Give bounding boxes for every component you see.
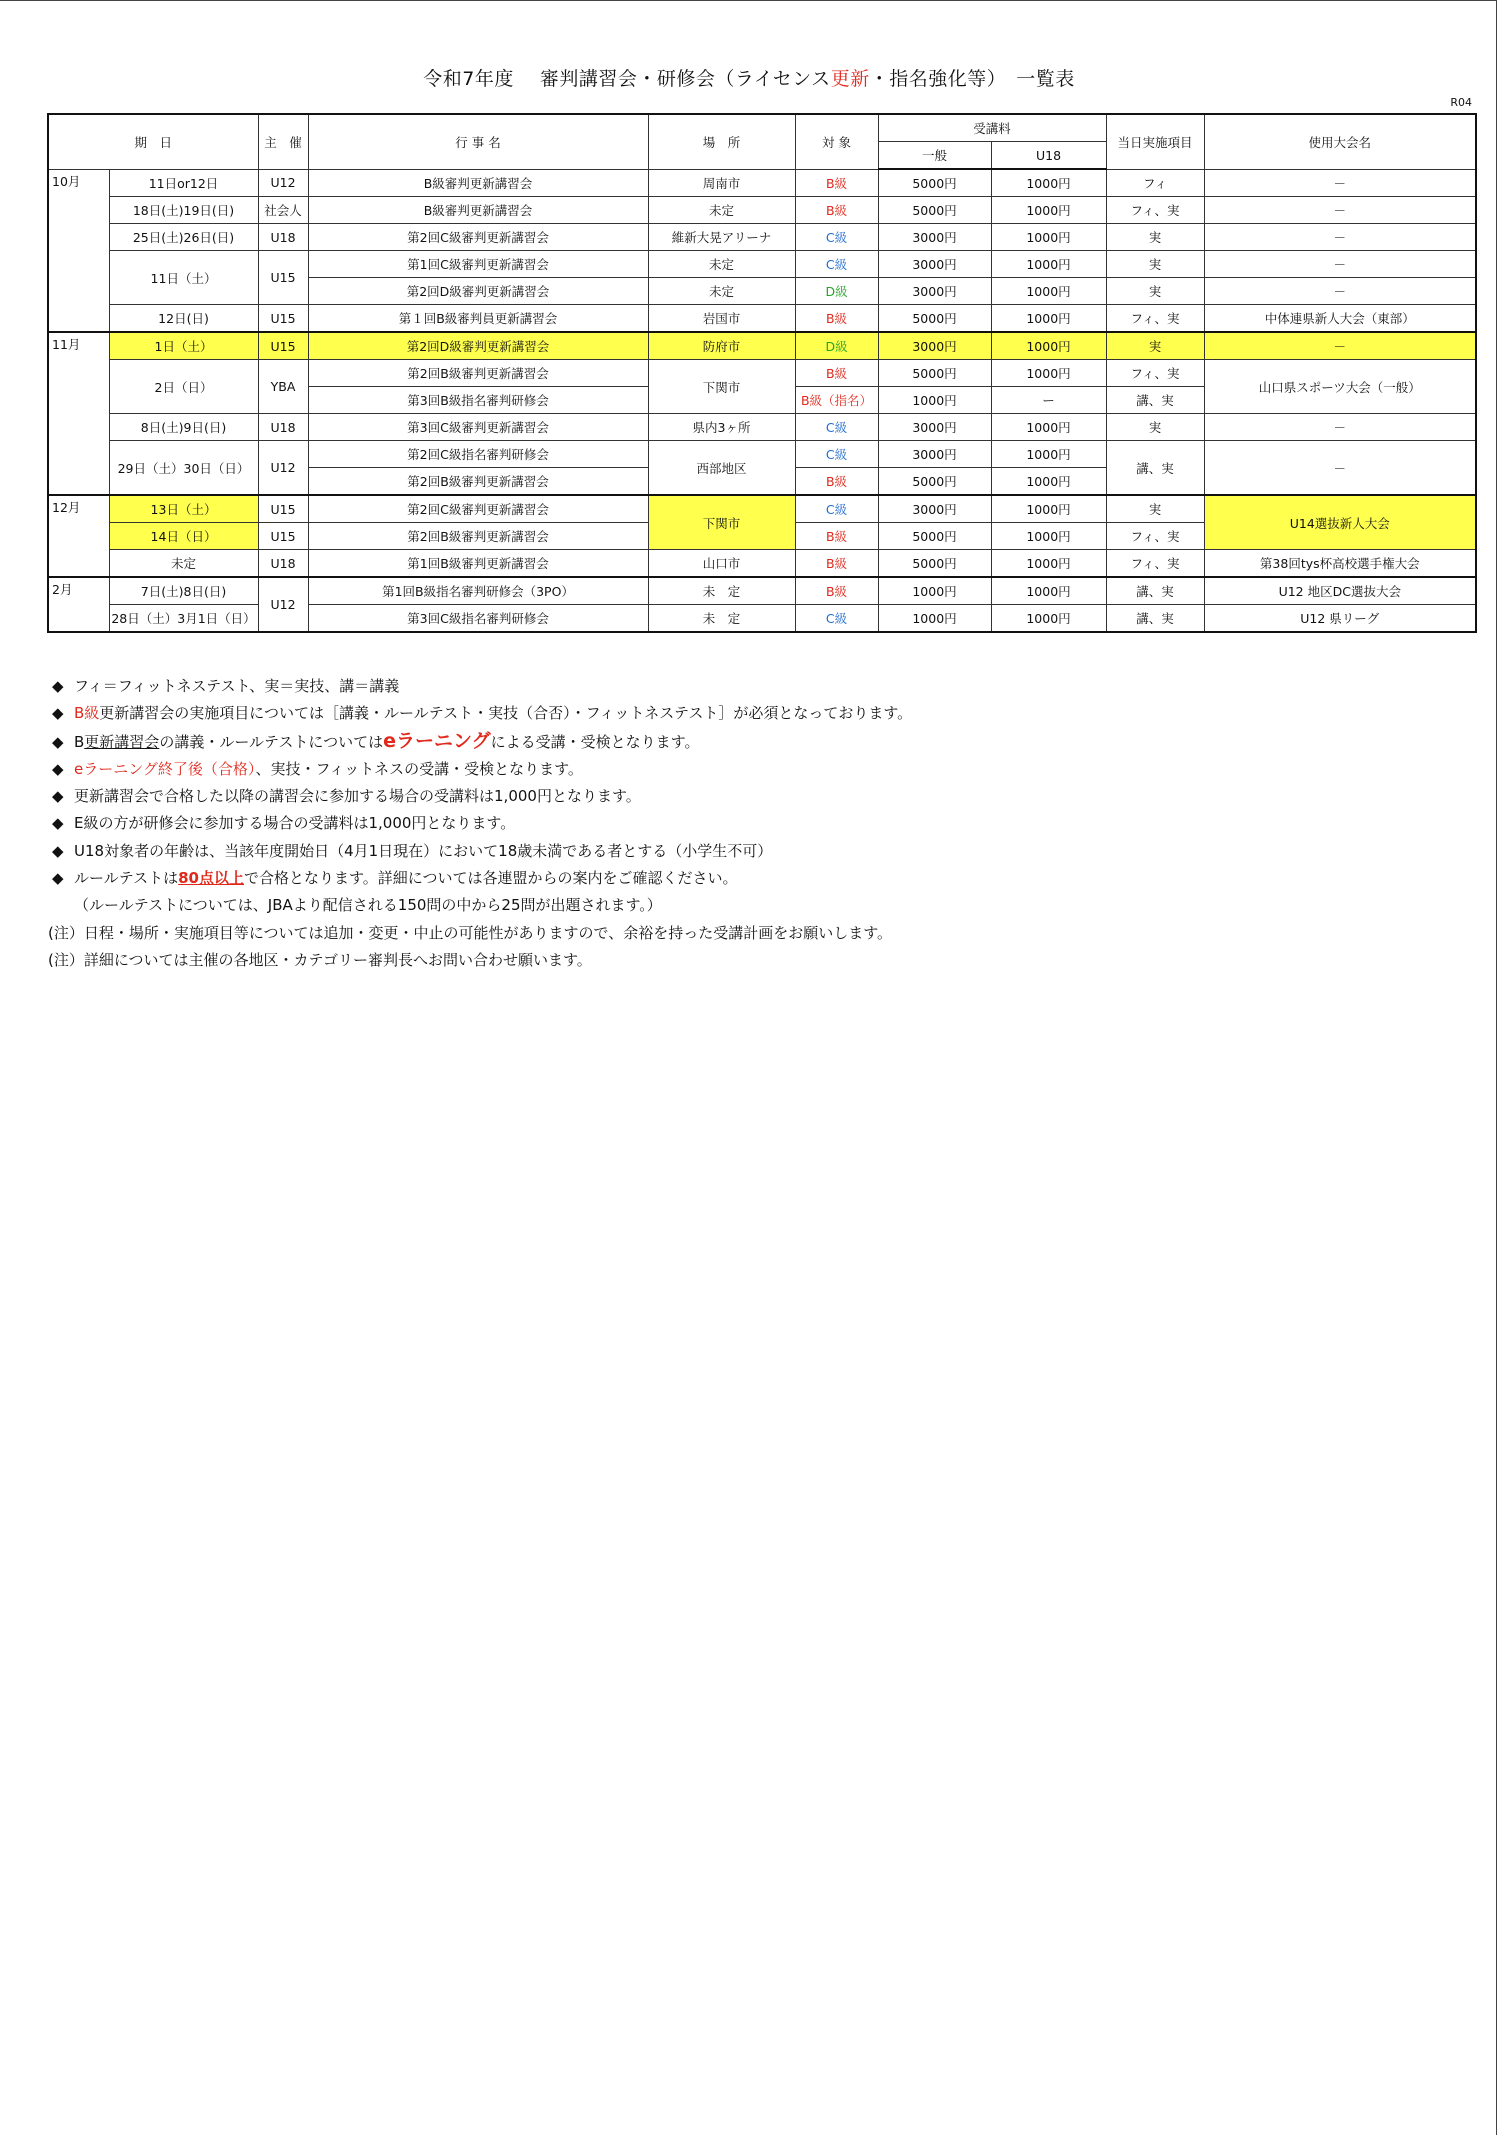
- cell-date: 11日or12日: [109, 169, 258, 197]
- note-item: [48, 810, 912, 837]
- cell-fee-general: 5000円: [878, 169, 991, 197]
- note-text: 、実技・フィットネスの受講・受検となります。: [255, 759, 583, 778]
- cell-place: 下関市: [648, 360, 795, 414]
- cell-tournament: －: [1204, 332, 1476, 360]
- month-label: 10月: [48, 169, 109, 332]
- cell-date: 25日(土)26日(日): [109, 224, 258, 251]
- cell-event: 第2回C級指名審判研修会: [308, 441, 648, 468]
- cell-date: 7日(土)8日(日): [109, 577, 258, 605]
- cell-target: C級: [795, 414, 878, 441]
- cell-host: U12: [258, 577, 308, 632]
- cell-target: C級: [795, 495, 878, 523]
- bullet-icon: ◆: [52, 759, 64, 778]
- note-text-highlight: B級: [74, 704, 100, 723]
- cell-items: 講、実: [1106, 605, 1204, 633]
- note-text: で合格となります。詳細については各連盟からの案内をご確認ください。: [243, 869, 738, 888]
- cell-target: B級: [795, 169, 878, 197]
- header-tournament: 使用大会名: [1204, 114, 1476, 169]
- cell-host: U15: [258, 495, 308, 523]
- cell-place: 西部地区: [648, 441, 795, 496]
- cell-tournament: －: [1204, 441, 1476, 496]
- cell-date: 1日（土）: [109, 332, 258, 360]
- table-row: [48, 197, 1476, 224]
- table-row: [48, 441, 1476, 468]
- cell-fee-general: 1000円: [878, 387, 991, 414]
- cell-target: B級: [795, 468, 878, 496]
- cell-date: 未定: [109, 550, 258, 578]
- cell-fee-u18: ー: [991, 387, 1106, 414]
- cell-fee-u18: 1000円: [991, 224, 1106, 251]
- note-text: B: [74, 732, 85, 751]
- bullet-icon: ◆: [52, 732, 64, 751]
- table-row: [48, 169, 1476, 197]
- bullet-icon: ◆: [52, 704, 64, 723]
- cell-event: B級審判更新講習会: [308, 197, 648, 224]
- cell-tournament: －: [1204, 224, 1476, 251]
- cell-fee-general: 5000円: [878, 468, 991, 496]
- cell-tournament: U12 地区DC選抜大会: [1204, 577, 1476, 605]
- cell-event: 第3回B級指名審判研修会: [308, 387, 648, 414]
- cell-event: 第2回C級審判更新講習会: [308, 224, 648, 251]
- bullet-icon: ◆: [52, 677, 64, 695]
- cell-target: B級（指名）: [795, 387, 878, 414]
- cell-items: フィ、実: [1106, 523, 1204, 550]
- header-fee-general: 一般: [878, 142, 991, 170]
- cell-host: U12: [258, 441, 308, 496]
- cell-event: 第3回C級指名審判研修会: [308, 605, 648, 633]
- cell-items: 実: [1106, 414, 1204, 441]
- cell-fee-u18: 1000円: [991, 577, 1106, 605]
- cell-fee-general: 3000円: [878, 224, 991, 251]
- header-event: 行 事 名: [308, 114, 648, 169]
- bullet-icon: ◆: [52, 869, 64, 888]
- note-text: 更新講習会で合格した以降の講習会に参加する場合の受講料は1,000円となります。: [74, 787, 641, 806]
- cell-event: 第3回C級審判更新講習会: [308, 414, 648, 441]
- cell-host: U18: [258, 414, 308, 441]
- bullet-icon: ◆: [52, 841, 64, 860]
- note-text-underline: 更新講習会: [84, 732, 160, 751]
- cell-host: U15: [258, 305, 308, 333]
- cell-items: 講、実: [1106, 441, 1204, 496]
- cell-fee-u18: 1000円: [991, 278, 1106, 305]
- cell-target: C級: [795, 224, 878, 251]
- cell-tournament: U14選抜新人大会: [1204, 495, 1476, 550]
- cell-tournament: 中体連県新人大会（東部）: [1204, 305, 1476, 333]
- note-text: U18対象者の年齢は、: [74, 841, 225, 860]
- cell-host: YBA: [258, 360, 308, 414]
- cell-tournament: －: [1204, 251, 1476, 278]
- note-text: (注）日程・場所・実施項目等については追加・変更・中止の可能性がありますので、余裕を持った受講計画をお願いします。: [48, 923, 893, 942]
- note-item: [48, 783, 912, 810]
- cell-host: U18: [258, 550, 308, 578]
- cell-host: U15: [258, 332, 308, 360]
- table-row: [48, 550, 1476, 578]
- cell-place: 未定: [648, 197, 795, 224]
- cell-place: 県内3ヶ所: [648, 414, 795, 441]
- note-item: [48, 865, 912, 892]
- cell-items: 実: [1106, 251, 1204, 278]
- header-host: 主 催: [258, 114, 308, 169]
- cell-fee-general: 5000円: [878, 360, 991, 387]
- table-row: [48, 251, 1476, 278]
- cell-items: 実: [1106, 224, 1204, 251]
- note-item: [48, 756, 912, 783]
- cell-target: B級: [795, 523, 878, 550]
- cell-fee-u18: 1000円: [991, 495, 1106, 523]
- cell-place: 未定: [648, 251, 795, 278]
- cell-target: C級: [795, 605, 878, 633]
- note-item: [48, 892, 912, 919]
- bullet-icon: ◆: [52, 814, 64, 833]
- header-fee-u18: U18: [991, 142, 1106, 170]
- cell-fee-u18: 1000円: [991, 360, 1106, 387]
- cell-target: C級: [795, 251, 878, 278]
- cell-host: U15: [258, 251, 308, 305]
- cell-fee-general: 5000円: [878, 305, 991, 333]
- note-text: の講義・ルールテストについては: [159, 732, 384, 751]
- cell-place: 未定: [648, 278, 795, 305]
- month-label: 11月: [48, 332, 109, 495]
- cell-target: D級: [795, 278, 878, 305]
- cell-event: 第１回B級審判員更新講習会: [308, 305, 648, 333]
- note-text: 当該年度開始日（4月1日現在）において18歳未満である者とする（小学生不可）: [224, 841, 773, 860]
- cell-date: 28日（土）3月1日（日）: [109, 605, 258, 633]
- cell-fee-general: 3000円: [878, 278, 991, 305]
- cell-fee-general: 3000円: [878, 414, 991, 441]
- cell-items: 実: [1106, 495, 1204, 523]
- cell-event: 第2回D級審判更新講習会: [308, 278, 648, 305]
- note-text-highlight: 80点以上: [178, 869, 244, 888]
- cell-date: 12日(日): [109, 305, 258, 333]
- table-row: [48, 305, 1476, 333]
- note-text: E級の方が研修会に参加する場合の受講料は1,000円となります。: [74, 814, 516, 833]
- cell-place: 未 定: [648, 577, 795, 605]
- cell-fee-general: 5000円: [878, 197, 991, 224]
- cell-tournament: －: [1204, 197, 1476, 224]
- cell-place: 防府市: [648, 332, 795, 360]
- cell-event: B級審判更新講習会: [308, 169, 648, 197]
- cell-date: 11日（土）: [109, 251, 258, 305]
- note-item: [48, 673, 912, 700]
- cell-fee-general: 3000円: [878, 441, 991, 468]
- cell-event: 第2回B級審判更新講習会: [308, 523, 648, 550]
- cell-event: 第1回C級審判更新講習会: [308, 251, 648, 278]
- header-date: 期 日: [48, 114, 258, 169]
- note-text: フィ＝フィットネステスト、実＝実技、講＝講義: [74, 677, 400, 695]
- cell-event: 第2回D級審判更新講習会: [308, 332, 648, 360]
- document-code: R04: [1450, 96, 1472, 109]
- note-text: 更新講習会の実施項目については［講義・ルールテスト・実技（合否）・フィットネステスト］が必須となっております。: [99, 704, 913, 723]
- cell-event: 第2回C級審判更新講習会: [308, 495, 648, 523]
- cell-event: 第2回B級審判更新講習会: [308, 468, 648, 496]
- note-text: による受講・受検となります。: [490, 732, 700, 751]
- cell-items: 講、実: [1106, 387, 1204, 414]
- cell-target: B級: [795, 197, 878, 224]
- cell-items: 実: [1106, 278, 1204, 305]
- table-row: [48, 414, 1476, 441]
- cell-tournament: 山口県スポーツ大会（一般）: [1204, 360, 1476, 414]
- cell-fee-u18: 1000円: [991, 523, 1106, 550]
- cell-fee-u18: 1000円: [991, 441, 1106, 468]
- cell-target: B級: [795, 360, 878, 387]
- note-item: [48, 728, 912, 756]
- cell-tournament: －: [1204, 169, 1476, 197]
- table-row: [48, 332, 1476, 360]
- cell-target: D級: [795, 332, 878, 360]
- page-title: [0, 64, 1498, 91]
- cell-date: 14日（日）: [109, 523, 258, 550]
- cell-fee-general: 5000円: [878, 523, 991, 550]
- cell-place: 山口市: [648, 550, 795, 578]
- schedule-table: [47, 113, 1477, 633]
- cell-tournament: U12 県リーグ: [1204, 605, 1476, 633]
- cell-fee-general: 1000円: [878, 605, 991, 633]
- cell-fee-u18: 1000円: [991, 332, 1106, 360]
- cell-host: U15: [258, 523, 308, 550]
- note-text-highlight: eラーニング: [383, 729, 491, 752]
- cell-tournament: －: [1204, 278, 1476, 305]
- month-label: 12月: [48, 495, 109, 577]
- cell-items: フィ、実: [1106, 197, 1204, 224]
- title-text-highlight: 更新: [830, 68, 870, 90]
- cell-items: フィ、実: [1106, 305, 1204, 333]
- cell-date: 18日(土)19日(日): [109, 197, 258, 224]
- cell-place: 未 定: [648, 605, 795, 633]
- cell-fee-general: 3000円: [878, 495, 991, 523]
- note-text-highlight: eラーニング終了後（合格）: [74, 759, 256, 778]
- notes-section: [48, 673, 912, 974]
- note-text: (注）詳細については主催の各地区・カテゴリー審判長へお問い合わせ願います。: [48, 950, 592, 969]
- cell-fee-u18: 1000円: [991, 305, 1106, 333]
- cell-date: 8日(土)9日(日): [109, 414, 258, 441]
- cell-fee-u18: 1000円: [991, 197, 1106, 224]
- header-fee: 受講料: [878, 114, 1106, 142]
- title-text-1: 令和7年度 審判講習会・研修会（ライセンス: [423, 68, 831, 90]
- cell-target: C級: [795, 441, 878, 468]
- table-row: [48, 495, 1476, 523]
- cell-items: フィ、実: [1106, 360, 1204, 387]
- cell-fee-general: 3000円: [878, 251, 991, 278]
- cell-fee-general: 5000円: [878, 550, 991, 578]
- cell-items: フィ: [1106, 169, 1204, 197]
- cell-target: B級: [795, 550, 878, 578]
- cell-date: 13日（土）: [109, 495, 258, 523]
- cell-target: B級: [795, 577, 878, 605]
- cell-host: U18: [258, 224, 308, 251]
- cell-items: 実: [1106, 332, 1204, 360]
- cell-event: 第1回B級審判更新講習会: [308, 550, 648, 578]
- note-item: [48, 838, 912, 865]
- cell-fee-general: 3000円: [878, 332, 991, 360]
- cell-items: 講、実: [1106, 577, 1204, 605]
- month-label: 2月: [48, 577, 109, 632]
- cell-tournament: 第38回tys杯高校選手権大会: [1204, 550, 1476, 578]
- cell-fee-u18: 1000円: [991, 169, 1106, 197]
- cell-place: 下関市: [648, 495, 795, 550]
- bullet-icon: ◆: [52, 787, 64, 806]
- cell-fee-u18: 1000円: [991, 605, 1106, 633]
- cell-event: 第2回B級審判更新講習会: [308, 360, 648, 387]
- note-item: [48, 920, 912, 947]
- note-item: [48, 700, 912, 727]
- cell-fee-u18: 1000円: [991, 251, 1106, 278]
- cell-event: 第1回B級指名審判研修会（3PO）: [308, 577, 648, 605]
- title-text-2: ・指名強化等） 一覧表: [869, 68, 1075, 90]
- cell-items: フィ、実: [1106, 550, 1204, 578]
- header-items: 当日実施項目: [1106, 114, 1204, 169]
- cell-tournament: －: [1204, 414, 1476, 441]
- header-target: 対 象: [795, 114, 878, 169]
- cell-fee-u18: 1000円: [991, 550, 1106, 578]
- header-place: 場 所: [648, 114, 795, 169]
- table-row: [48, 360, 1476, 387]
- cell-fee-u18: 1000円: [991, 414, 1106, 441]
- cell-host: U12: [258, 169, 308, 197]
- note-text: ルールテストは: [74, 869, 179, 888]
- note-item: [48, 947, 912, 974]
- table-row: [48, 577, 1476, 605]
- cell-date: 29日（土）30日（日）: [109, 441, 258, 496]
- cell-fee-u18: 1000円: [991, 468, 1106, 496]
- cell-date: 2日（日）: [109, 360, 258, 414]
- cell-host: 社会人: [258, 197, 308, 224]
- cell-place: 周南市: [648, 169, 795, 197]
- cell-place: 岩国市: [648, 305, 795, 333]
- table-row: [48, 224, 1476, 251]
- note-text: （ルールテストについては、JBAより配信される150問の中から25問が出題されます。）: [74, 896, 662, 915]
- cell-place: 維新大晃アリーナ: [648, 224, 795, 251]
- cell-fee-general: 1000円: [878, 577, 991, 605]
- cell-target: B級: [795, 305, 878, 333]
